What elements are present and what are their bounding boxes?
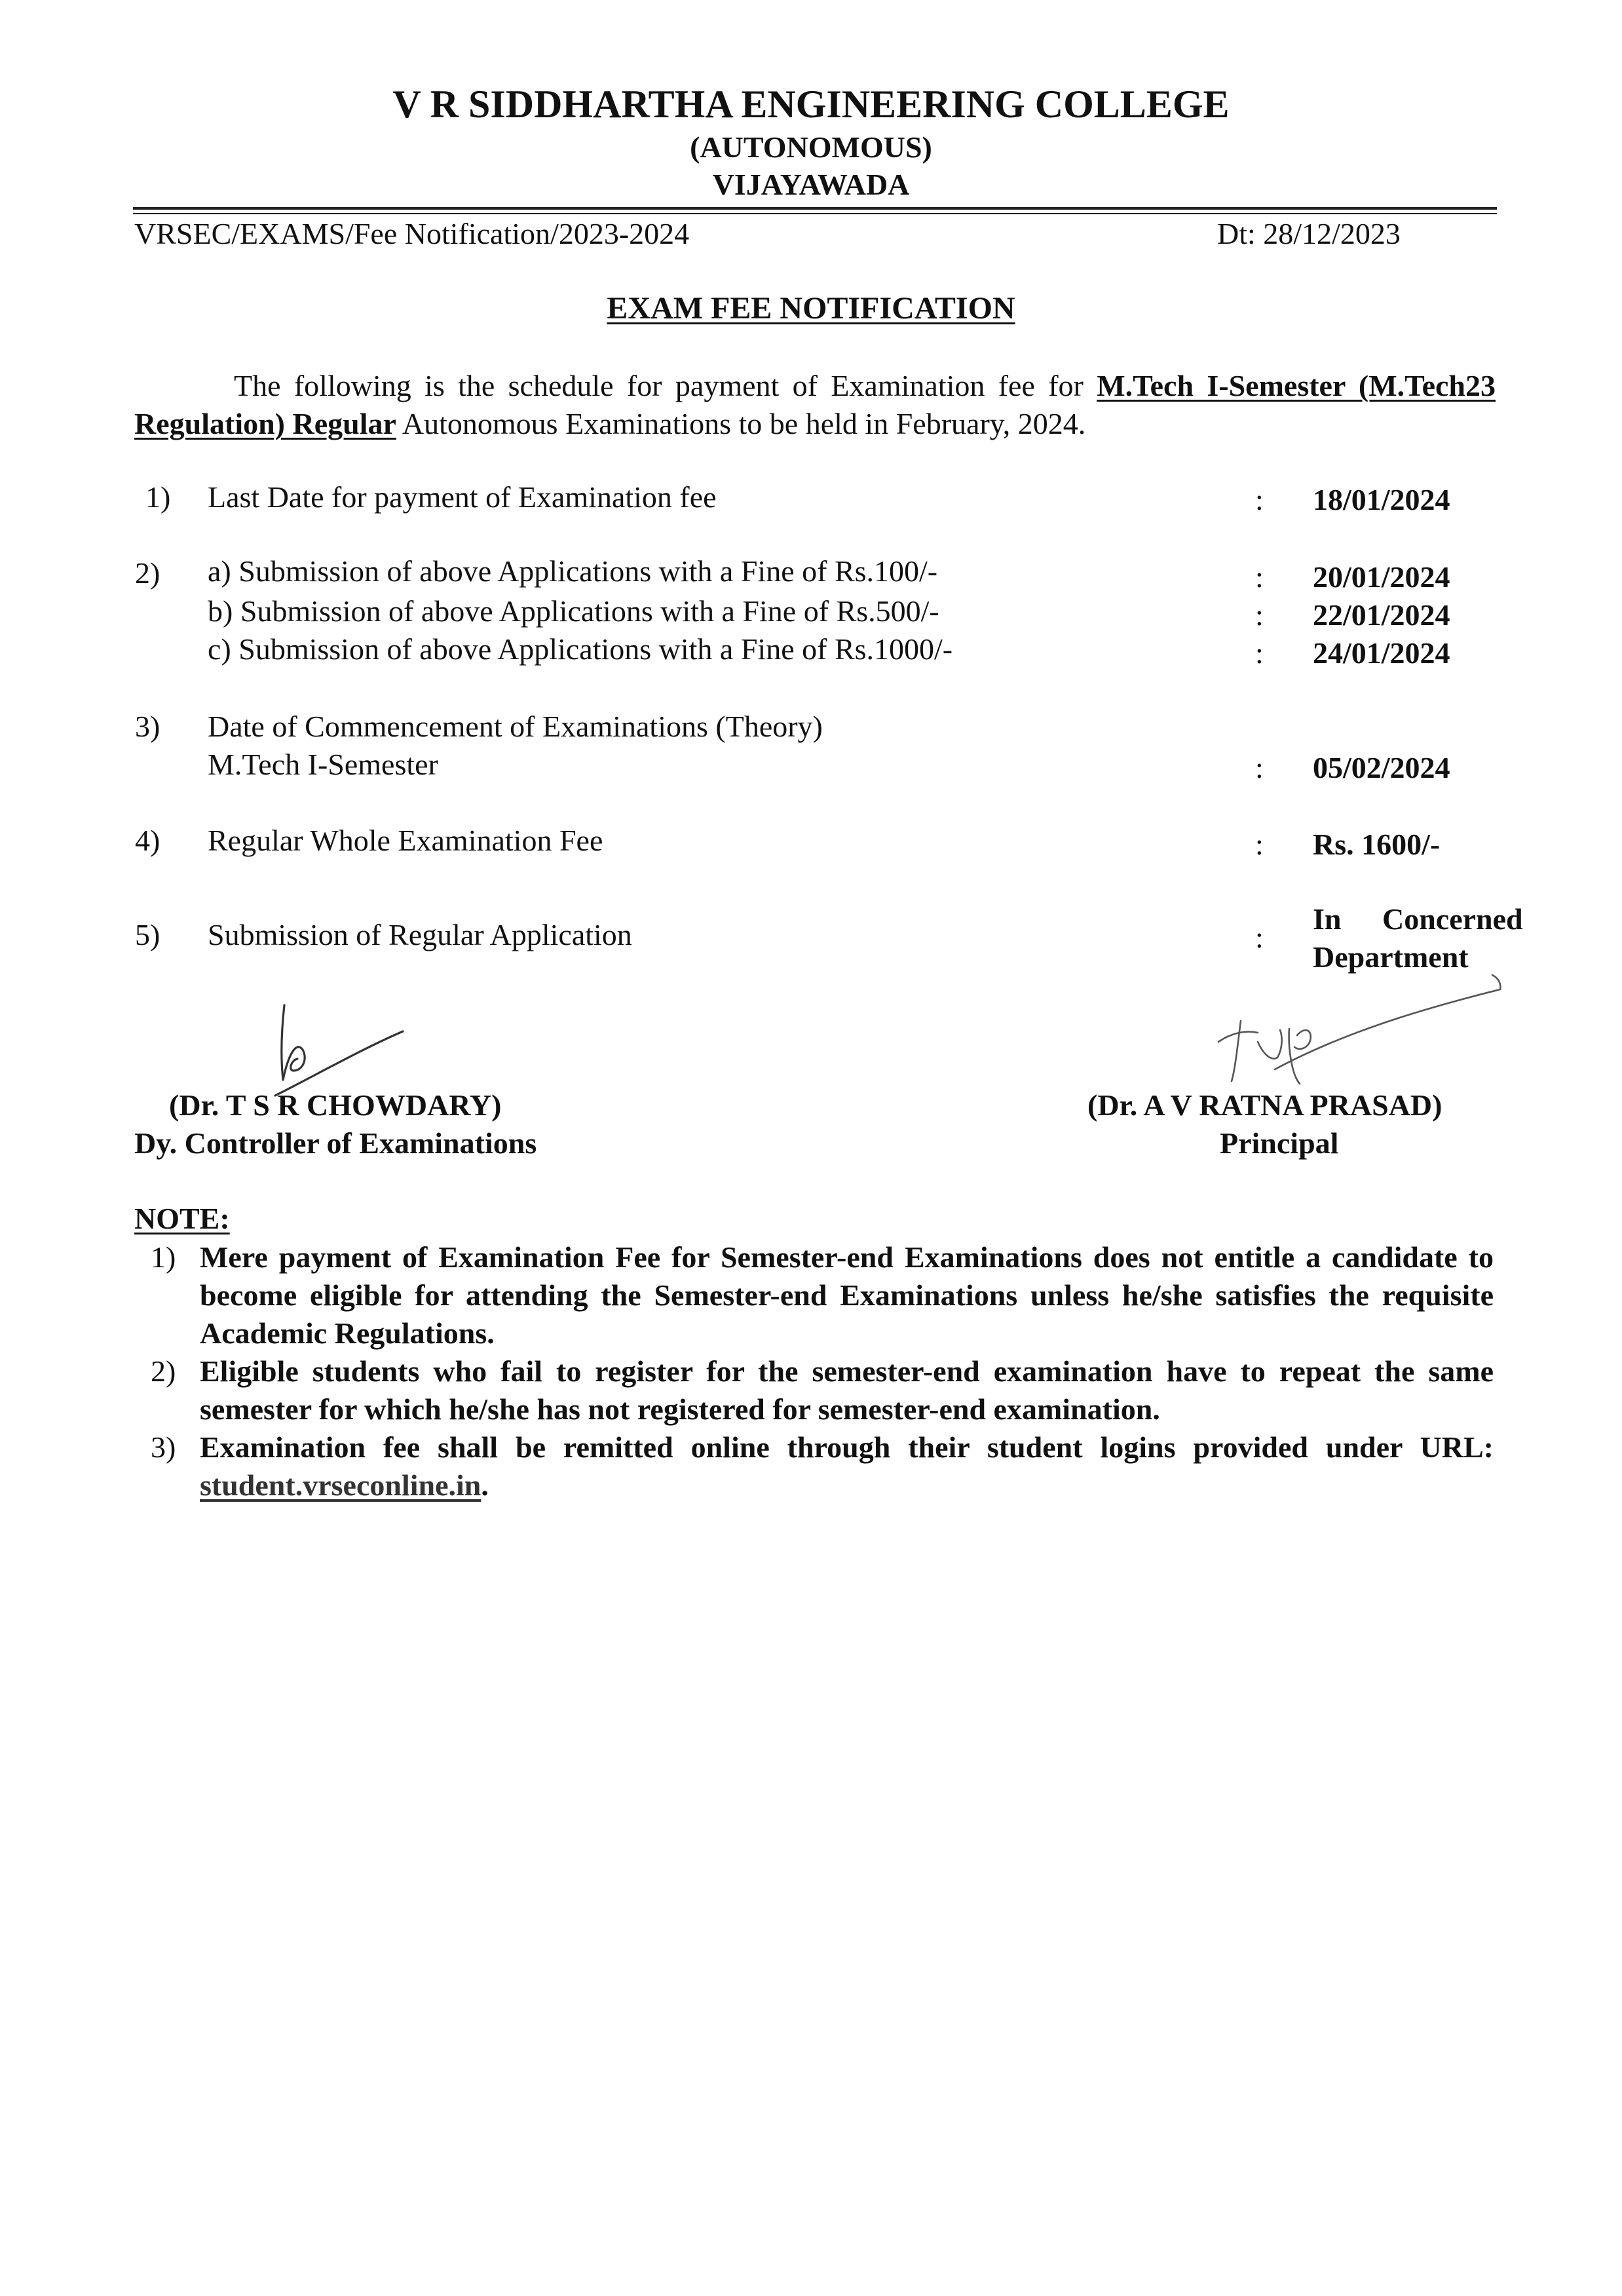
schedule-colon-1: : bbox=[1255, 483, 1264, 516]
note-num-1: 1) bbox=[151, 1240, 176, 1274]
signature-right bbox=[1212, 970, 1507, 1094]
intro-tail: Autonomous Examinations to be held in February, 2024. bbox=[402, 407, 1086, 440]
schedule-value-5-word2: Concerned bbox=[1382, 902, 1523, 936]
schedule-value-5-word1: In bbox=[1313, 902, 1342, 936]
schedule-label-2b: b) Submission of above Applications with a Fine of Rs.500/- bbox=[208, 594, 939, 628]
schedule-colon-2c: : bbox=[1255, 636, 1264, 670]
schedule-colon-5: : bbox=[1255, 921, 1264, 954]
schedule-colon-3: : bbox=[1255, 751, 1264, 784]
schedule-label-3-sub: M.Tech I-Semester bbox=[208, 748, 438, 781]
schedule-num-4: 4) bbox=[135, 824, 160, 857]
schedule-colon-2a: : bbox=[1255, 560, 1264, 594]
schedule-value-4: Rs. 1600/- bbox=[1313, 828, 1441, 861]
college-name: V R SIDDHARTHA ENGINEERING COLLEGE bbox=[392, 83, 1230, 126]
schedule-num-2: 2) bbox=[135, 556, 160, 590]
schedule-label-3: Date of Commencement of Examinations (Theory) bbox=[208, 710, 823, 743]
note-item-2: Eligible students who fail to register for the semester-end examination have to repeat the same semester for which he/she has not registered for semester-end examination. bbox=[200, 1354, 1494, 1426]
intro-highlight: M.Tech I-Semester (M.Tech23 Regulation) Regular bbox=[134, 369, 1496, 440]
note-num-2: 2) bbox=[151, 1354, 176, 1388]
schedule-colon-2b: : bbox=[1255, 598, 1264, 632]
note-heading: NOTE: bbox=[134, 1202, 230, 1235]
note-item-3-lead: Examination fee shall be remitted online through their student logins provided under URL: bbox=[200, 1430, 1494, 1464]
schedule-value-2c: 24/01/2024 bbox=[1313, 636, 1450, 670]
schedule-colon-4: : bbox=[1255, 828, 1264, 861]
schedule-value-5-line2: Department bbox=[1313, 940, 1469, 974]
intro-paragraph bbox=[134, 367, 1496, 443]
schedule-value-1: 18/01/2024 bbox=[1313, 483, 1450, 516]
right-signatory-title: Principal bbox=[1220, 1126, 1339, 1160]
college-city: VIJAYAWADA bbox=[712, 168, 910, 201]
right-signatory-name: (Dr. A V RATNA PRASAD) bbox=[1087, 1088, 1443, 1122]
schedule-label-2c: c) Submission of above Applications with a Fine of Rs.1000/- bbox=[208, 632, 953, 666]
note-item-1: Mere payment of Examination Fee for Semester-end Examinations does not entitle a candidate to become eligible for attending the Semester-end Examinations unless he/she satisfies the requisite Academic Regulations. bbox=[200, 1240, 1494, 1350]
note-num-3: 3) bbox=[151, 1430, 176, 1464]
note-item-3-end: . bbox=[481, 1468, 489, 1502]
schedule-num-3: 3) bbox=[135, 710, 160, 743]
schedule-num-5: 5) bbox=[135, 918, 160, 951]
college-status: (AUTONOMOUS) bbox=[690, 130, 932, 164]
note-item-3 bbox=[200, 1428, 1494, 1504]
left-signatory-name: (Dr. T S R CHOWDARY) bbox=[169, 1088, 502, 1122]
schedule-label-2a: a) Submission of above Applications with a Fine of Rs.100/- bbox=[208, 554, 938, 588]
header-rule-thin bbox=[133, 213, 1497, 214]
schedule-label-4: Regular Whole Examination Fee bbox=[208, 824, 603, 857]
schedule-label-1: Last Date for payment of Examination fee bbox=[208, 480, 717, 514]
header-rule-thick bbox=[133, 207, 1497, 210]
intro-lead: The following is the schedule for payment of Examination fee for bbox=[234, 369, 1084, 402]
schedule-num-1: 1) bbox=[145, 480, 171, 514]
student-portal-link[interactable]: student.vrseconline.in bbox=[200, 1468, 481, 1502]
left-signatory-title: Dy. Controller of Examinations bbox=[134, 1126, 537, 1160]
schedule-value-2b: 22/01/2024 bbox=[1313, 598, 1450, 632]
schedule-value-3: 05/02/2024 bbox=[1313, 751, 1450, 784]
reference-number: VRSEC/EXAMS/Fee Notification/2023-2024 bbox=[134, 217, 690, 250]
schedule-value-2a: 20/01/2024 bbox=[1313, 560, 1450, 594]
notice-date: Dt: 28/12/2023 bbox=[1217, 217, 1401, 250]
schedule-label-5: Submission of Regular Application bbox=[208, 918, 632, 951]
notice-title: EXAM FEE NOTIFICATION bbox=[607, 291, 1015, 326]
